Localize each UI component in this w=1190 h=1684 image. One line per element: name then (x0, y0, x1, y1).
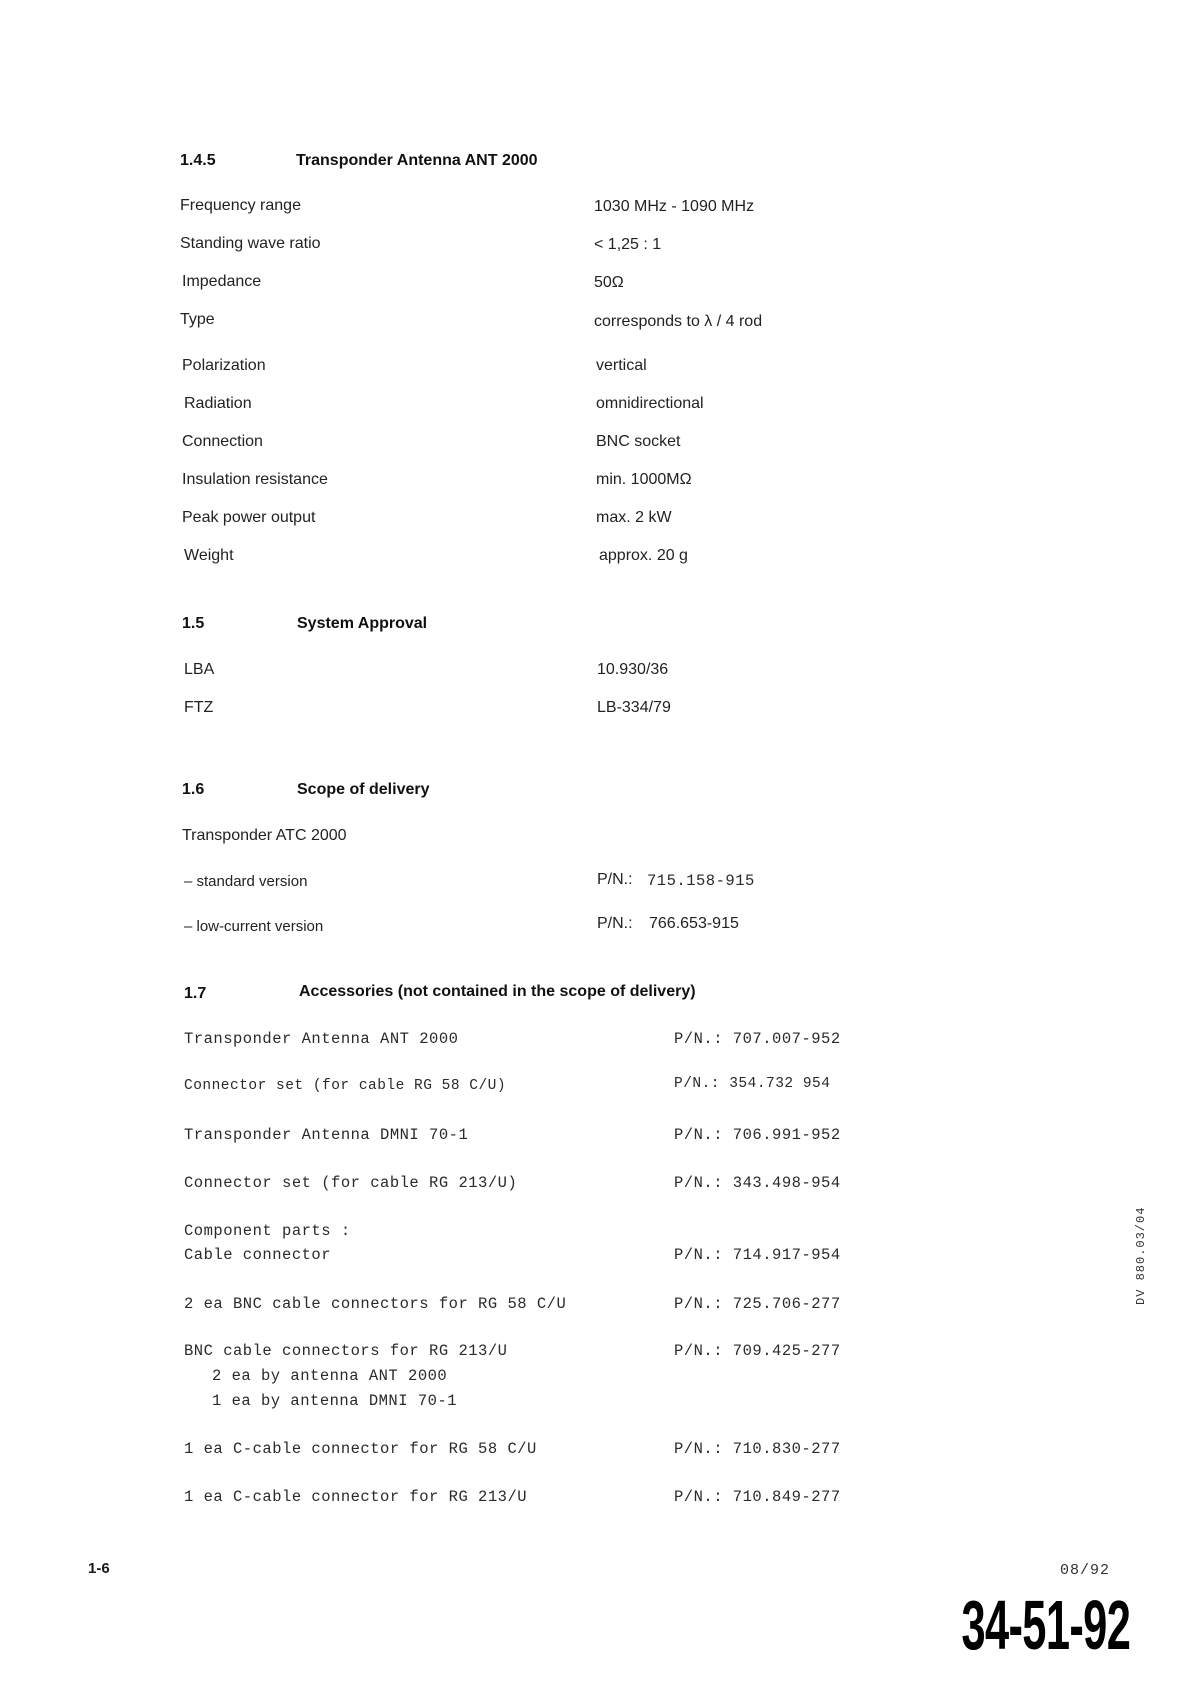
delivery-pn-label: P/N.: (597, 915, 633, 932)
accessory-pn: P/N.: 354.732 954 (674, 1076, 831, 1092)
spec-label: Radiation (184, 395, 252, 412)
page-number: 1-6 (88, 1560, 110, 1577)
side-reference-code: DV 880.03/04 (1134, 1206, 1148, 1305)
spec-label: Type (180, 311, 215, 328)
accessory-label: Transponder Antenna ANT 2000 (184, 1030, 459, 1048)
delivery-intro: Transponder ATC 2000 (182, 827, 347, 844)
spec-value: < 1,25 : 1 (594, 236, 662, 253)
accessory-label: BNC cable connectors for RG 213/U (184, 1342, 508, 1360)
accessory-label: Component parts : (184, 1222, 351, 1240)
delivery-item-label: – standard version (184, 873, 308, 890)
section-number-1-6: 1.6 (182, 781, 205, 798)
spec-value: vertical (596, 357, 647, 374)
spec-value: min. 1000MΩ (596, 471, 692, 488)
footer-date: 08/92 (1059, 1562, 1110, 1579)
accessory-label: Transponder Antenna DMNI 70-1 (184, 1126, 469, 1144)
spec-label: Standing wave ratio (180, 235, 321, 252)
spec-value: max. 2 kW (596, 509, 672, 526)
accessory-pn: P/N.: 343.498-954 (674, 1174, 841, 1192)
approval-value: LB-334/79 (597, 699, 671, 716)
document-number: 34-51-92 (961, 1586, 1130, 1664)
delivery-pn: 766.653-915 (649, 915, 739, 932)
section-number-1-7: 1.7 (184, 985, 207, 1002)
spec-label: Peak power output (182, 509, 316, 526)
spec-label: Polarization (182, 357, 266, 374)
accessory-pn: P/N.: 706.991-952 (674, 1126, 841, 1144)
accessory-pn: P/N.: 707.007-952 (674, 1030, 841, 1048)
accessory-label: Cable connector (184, 1246, 332, 1264)
spec-label: Weight (184, 547, 234, 564)
spec-value: 1030 MHz - 1090 MHz (594, 198, 755, 215)
delivery-item-label: – low-current version (184, 918, 324, 935)
accessory-label: 1 ea C-cable connector for RG 58 C/U (184, 1440, 537, 1458)
section-title-1-7: Accessories (not contained in the scope of delivery) (299, 983, 696, 1000)
spec-value: omnidirectional (596, 395, 704, 412)
accessory-label: Connector set (for cable RG 58 C/U) (184, 1078, 507, 1094)
accessory-pn: P/N.: 725.706-277 (674, 1295, 841, 1313)
spec-value: BNC socket (596, 433, 681, 450)
accessory-label: 1 ea C-cable connector for RG 213/U (184, 1488, 528, 1506)
accessory-sublabel: 1 ea by antenna DMNI 70-1 (212, 1392, 458, 1410)
approval-label: FTZ (184, 699, 214, 716)
spec-value: 50Ω (594, 274, 624, 291)
section-title-1-5: System Approval (297, 615, 428, 632)
accessory-pn: P/N.: 714.917-954 (674, 1246, 841, 1264)
approval-label: LBA (184, 661, 215, 678)
spec-label: Connection (182, 433, 263, 450)
spec-value: approx. 20 g (599, 547, 688, 564)
spec-label: Insulation resistance (182, 471, 328, 488)
spec-value: corresponds to λ / 4 rod (594, 313, 763, 330)
delivery-pn-label: P/N.: (597, 871, 633, 888)
accessory-label: 2 ea BNC cable connectors for RG 58 C/U (184, 1295, 567, 1313)
accessory-pn: P/N.: 710.830-277 (674, 1440, 841, 1458)
section-title-1-4-5: Transponder Antenna ANT 2000 (296, 152, 538, 169)
accessory-label: Connector set (for cable RG 213/U) (184, 1174, 518, 1192)
spec-label: Frequency range (180, 197, 301, 214)
section-number-1-4-5: 1.4.5 (180, 152, 216, 169)
section-number-1-5: 1.5 (182, 615, 205, 632)
spec-label: Impedance (182, 273, 262, 290)
accessory-pn: P/N.: 709.425-277 (674, 1342, 841, 1360)
accessory-sublabel: 2 ea by antenna ANT 2000 (212, 1367, 448, 1385)
section-title-1-6: Scope of delivery (297, 781, 430, 798)
accessory-pn: P/N.: 710.849-277 (674, 1488, 841, 1506)
delivery-pn: 715.158-915 (647, 872, 755, 890)
approval-value: 10.930/36 (597, 661, 669, 678)
